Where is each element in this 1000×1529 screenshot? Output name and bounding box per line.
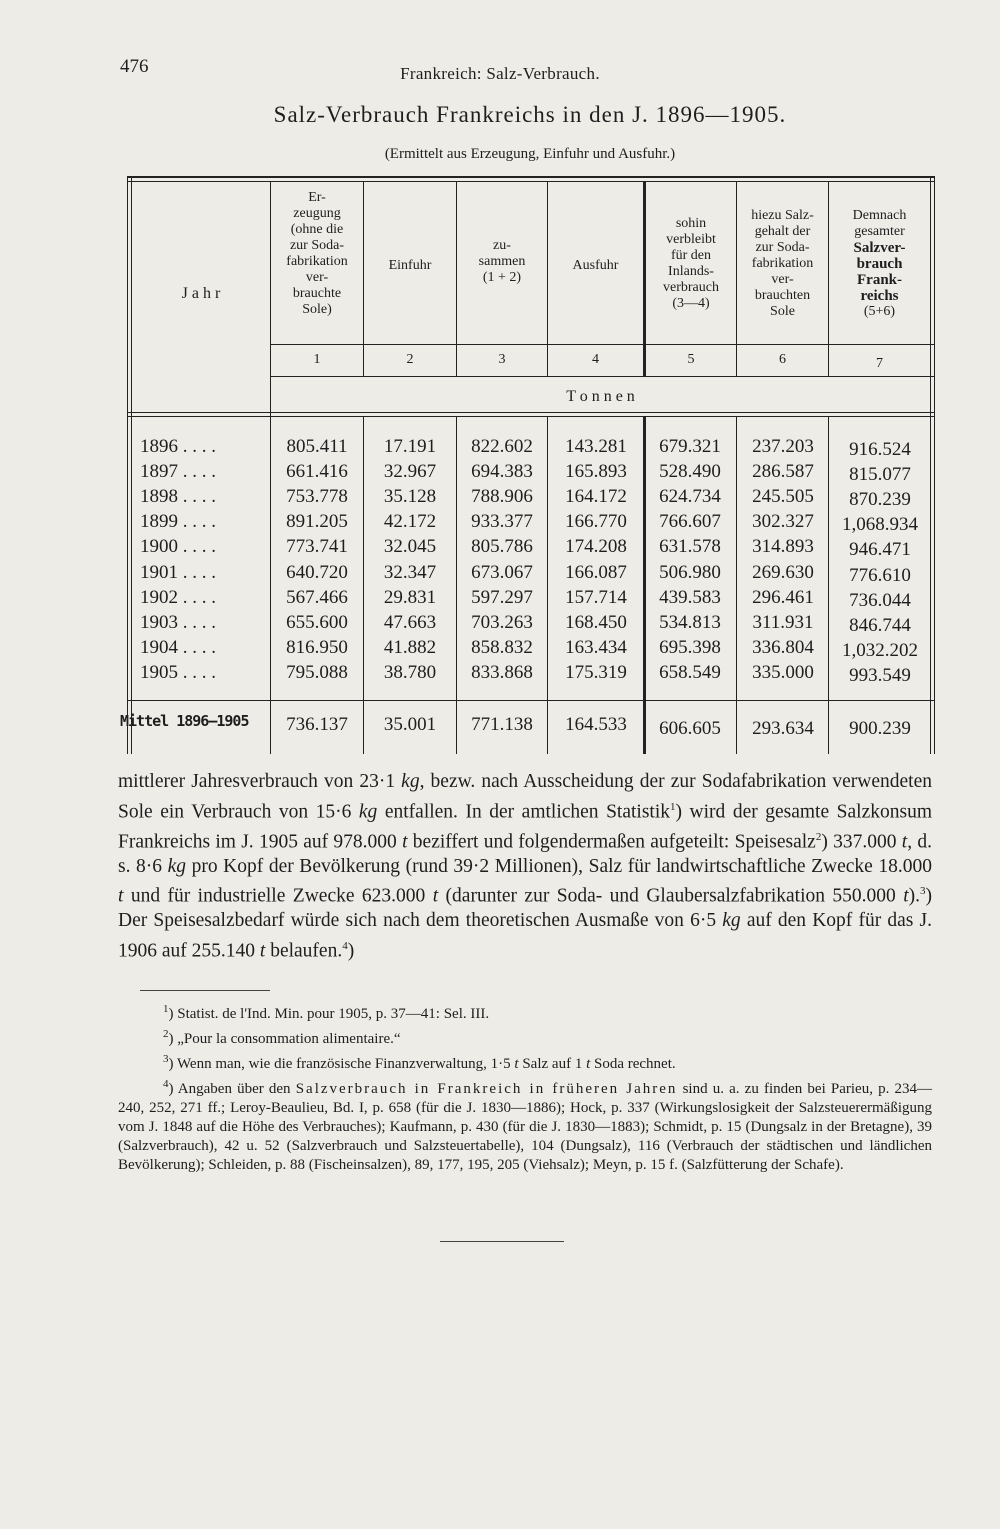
footnote-ref: 4 bbox=[342, 939, 348, 952]
row-year: 1897 . . . . bbox=[140, 461, 216, 483]
table-top-rule-thin bbox=[127, 181, 934, 182]
table-cell: 833.868 bbox=[471, 661, 533, 683]
body-paragraph-text bbox=[118, 770, 932, 964]
unit-italic: kg bbox=[167, 855, 187, 877]
text-run: (darunter zur Soda- und Glaubersalzfabrikation 550.000 bbox=[438, 885, 904, 907]
header-production: Er- zeugung (ohne die zur Soda- fabrikation ver- brauchte Sole) bbox=[286, 190, 348, 317]
table-subtitle: (Ermittelt aus Erzeugung, Einfuhr und Ausfuhr.) bbox=[384, 146, 676, 162]
footnote-4-spaced: Salzverbrauch in Frankreich in früheren Jahren bbox=[295, 1081, 678, 1097]
table-cell: 302.327 bbox=[752, 511, 814, 533]
footnote-ref: 1 bbox=[670, 800, 676, 813]
mean-cell: 606.605 bbox=[659, 718, 721, 739]
year-column-header: J a h r bbox=[181, 285, 221, 302]
header-total-consumption bbox=[829, 208, 930, 320]
table-cell: 766.607 bbox=[659, 511, 721, 533]
table-cell: 805.411 bbox=[286, 436, 348, 457]
col-rule-2a bbox=[363, 182, 364, 376]
row-year: 1900 . . . . bbox=[140, 536, 216, 558]
text-run: pro Kopf der Bevölkerung (rund 39·2 Millionen), Salz für landwirtschaftliche Zwecke 18.000 bbox=[186, 855, 932, 877]
header-total-consumption-line2: (5+6) bbox=[863, 304, 896, 319]
footnote-ref: 3 bbox=[920, 885, 926, 897]
table-cell: 237.203 bbox=[752, 436, 814, 457]
footnote-2-mark: 2 bbox=[163, 1028, 169, 1040]
mean-divider bbox=[127, 700, 934, 701]
table-cell: 296.461 bbox=[752, 586, 814, 608]
table-cell: 29.831 bbox=[383, 586, 437, 608]
row-year: 1902 . . . . bbox=[140, 586, 216, 608]
footnote-3-text-b: Salz auf 1 bbox=[518, 1056, 587, 1072]
table-cell: 870.239 bbox=[849, 489, 911, 511]
row-year: 1896 . . . . bbox=[140, 436, 216, 457]
table-cell: 528.490 bbox=[659, 461, 721, 483]
table-cell: 773.741 bbox=[286, 536, 348, 558]
table-cell: 640.720 bbox=[286, 561, 348, 583]
colnum-5: 5 bbox=[687, 352, 695, 367]
body-paragraph bbox=[118, 770, 932, 964]
table-cell: 245.505 bbox=[752, 486, 814, 508]
colnum-4: 4 bbox=[592, 352, 599, 367]
header-total-consumption-line1: Demnach gesamter bbox=[852, 208, 907, 239]
table-cell: 35.128 bbox=[383, 486, 437, 508]
table-cell: 41.882 bbox=[383, 636, 437, 658]
table-cell: 993.549 bbox=[849, 664, 911, 686]
table-cell: 567.466 bbox=[286, 586, 348, 608]
table-cell: 776.610 bbox=[849, 564, 911, 586]
table-cell: 624.734 bbox=[659, 486, 721, 508]
text-run: mittlerer Jahresverbrauch von 23·1 bbox=[118, 771, 402, 792]
header-export: Ausfuhr bbox=[572, 258, 619, 273]
unit-label: T o n n e n bbox=[566, 388, 635, 405]
footnote-3-mark: 3 bbox=[163, 1053, 169, 1065]
table-cell: 32.045 bbox=[383, 536, 437, 558]
table-cell: 822.602 bbox=[471, 436, 533, 457]
colnum-1: 1 bbox=[313, 352, 321, 367]
table-cell: 32.967 bbox=[383, 461, 437, 483]
table-cell: 166.770 bbox=[565, 511, 627, 533]
unit-italic: kg bbox=[401, 771, 420, 792]
colnum-divider bbox=[270, 376, 934, 377]
table-cell: 286.587 bbox=[752, 461, 814, 483]
mean-cell: 771.138 bbox=[471, 714, 533, 735]
table-top-rule bbox=[127, 176, 934, 178]
table-cell: 815.077 bbox=[849, 464, 911, 486]
table-cell: 165.893 bbox=[565, 461, 627, 483]
table-cell: 661.416 bbox=[286, 461, 348, 483]
header-import: Einfuhr bbox=[388, 258, 432, 273]
table-cell: 38.780 bbox=[383, 661, 437, 683]
row-year: 1904 . . . . bbox=[140, 636, 216, 658]
table-cell: 694.383 bbox=[471, 461, 533, 483]
header-total: zu- sammen (1 + 2) bbox=[478, 238, 526, 285]
unit-italic: kg bbox=[722, 910, 741, 931]
table-cell: 655.600 bbox=[286, 611, 348, 633]
table-cell: 788.906 bbox=[471, 486, 533, 508]
footnote-separator bbox=[140, 990, 270, 991]
unit-italic: t bbox=[118, 885, 124, 907]
running-head: Frankreich: Salz-Verbrauch. bbox=[400, 64, 600, 83]
footnote-2-text: ) „Pour la consommation alimentaire.“ bbox=[168, 1031, 401, 1047]
table-cell: 805.786 bbox=[471, 536, 533, 558]
footnote-3-unit-1: t bbox=[514, 1056, 519, 1072]
end-rule bbox=[440, 1241, 564, 1242]
table-cell: 946.471 bbox=[849, 539, 911, 561]
table-cell: 597.297 bbox=[471, 586, 533, 608]
footnote-3-unit-2: t bbox=[586, 1056, 591, 1072]
mean-row-label: Mittel 1896—1905 bbox=[120, 712, 249, 730]
table-cell: 933.377 bbox=[471, 511, 533, 533]
footnote-4-text-b: sind u. a. zu finden bei Parieu, p. 234—240, 252, 271 ff.; Leroy-Beaulieu, Bd. I, p. 658 (für die J. 1830—1886); Hock, p. 337 (Wirkungslosigkeit der Salzsteuerermäßigung vom J. 1848 auf die Höhe des Verbrauches); Kaufmann, p. 430 (für die J. 1830—1883); Schmidt, p. 15 (Dungsalz in der Bretagne), 39 (Salzverbrauch), 42 u. 52 (Salzverbrauch und Salzsteuertabelle), 104 (Dungsalz), 116 (Verbrauch der städtischen und ländlichen Bevölkerung); Schleiden, p. 88 (Fischeinsalzen), 89, 177, 195, 205 (Viehsalz); Meyn, p. 15 f. (Salzfütterung der Schafe). bbox=[118, 1081, 932, 1173]
footnote-ref: 2 bbox=[815, 830, 822, 843]
footnote-4-text-a: ) Angaben über den bbox=[168, 1081, 296, 1097]
table-cell: 1,068.934 bbox=[842, 514, 918, 536]
table-cell: 679.321 bbox=[659, 436, 721, 457]
table-right-edge bbox=[930, 176, 931, 754]
table-cell: 695.398 bbox=[659, 636, 721, 658]
colnum-2: 2 bbox=[406, 352, 414, 367]
header-bottom-rule bbox=[127, 412, 934, 413]
page-number: 476 bbox=[120, 56, 149, 77]
row-year: 1901 . . . . bbox=[140, 561, 216, 583]
header-total-consumption-bold: Salzver- brauch Frank- reichs bbox=[853, 240, 906, 304]
table-cell: 753.778 bbox=[286, 486, 348, 508]
table-cell: 916.524 bbox=[849, 439, 911, 460]
table-cell: 168.450 bbox=[565, 611, 627, 633]
mean-cell: 35.001 bbox=[383, 714, 437, 735]
table-cell: 816.950 bbox=[286, 636, 348, 658]
table-cell: 269.630 bbox=[752, 561, 814, 583]
colnum-3: 3 bbox=[498, 352, 506, 367]
table-cell: 658.549 bbox=[659, 661, 721, 683]
text-run: ) 337.000 bbox=[821, 831, 902, 852]
text-run: ) Der Speisesalzbedarf würde sich nach dem theoretischen Ausmaße von 6·5 bbox=[118, 885, 932, 931]
table-cell: 17.191 bbox=[383, 436, 437, 457]
table-cell: 1,032.202 bbox=[842, 639, 918, 661]
header-bottom-rule-thin bbox=[127, 416, 934, 417]
table-cell: 157.714 bbox=[565, 586, 627, 608]
footnote-1-text: ) Statist. de l'Ind. Min. pour 1905, p. 37—41: Sel. III. bbox=[168, 1006, 490, 1022]
footnote-1 bbox=[118, 1000, 932, 1024]
table-right-edge-outer bbox=[934, 176, 935, 754]
text-run: auf den Kopf für das J. 1906 auf 255.140 bbox=[118, 910, 932, 961]
text-run: entfallen. In der amtlichen Statistik bbox=[377, 801, 671, 822]
unit-italic: t bbox=[259, 940, 266, 961]
mean-cell: 164.533 bbox=[565, 714, 627, 735]
footnote-4 bbox=[118, 1075, 932, 1175]
text-run: ) bbox=[347, 940, 355, 961]
table-cell: 174.208 bbox=[565, 536, 627, 558]
footnote-3-text-c: Soda rechnet. bbox=[590, 1056, 676, 1072]
row-year: 1903 . . . . bbox=[140, 611, 216, 633]
mean-cell: 293.634 bbox=[752, 718, 814, 739]
text-run: ). bbox=[908, 885, 920, 907]
table-cell: 673.067 bbox=[471, 561, 533, 583]
table-title: Salz-Verbrauch Frankreichs in den J. 1896—1905. bbox=[273, 102, 787, 127]
header-divider bbox=[270, 344, 934, 345]
table-cell: 858.832 bbox=[471, 636, 533, 658]
table-cell: 534.813 bbox=[659, 611, 721, 633]
table-left-edge bbox=[127, 176, 128, 754]
table-cell: 163.434 bbox=[565, 636, 627, 658]
footnote-3 bbox=[118, 1050, 932, 1074]
table-cell: 891.205 bbox=[286, 511, 348, 533]
table-cell: 314.893 bbox=[752, 536, 814, 558]
footnotes bbox=[118, 1000, 932, 1176]
unit-italic: t bbox=[903, 885, 909, 907]
table-cell: 164.172 bbox=[565, 486, 627, 508]
unit-italic: t bbox=[402, 831, 408, 852]
text-run: , bezw. nach Ausscheidung der zur Sodafabrikation verwendeten Sole ein Verbrauch von 15·6 bbox=[118, 771, 932, 822]
table-cell: 335.000 bbox=[752, 661, 814, 683]
table-cell: 47.663 bbox=[383, 611, 437, 633]
mean-cell: 736.137 bbox=[286, 714, 348, 735]
table-left-edge-inner bbox=[131, 176, 132, 754]
table-cell: 175.319 bbox=[565, 661, 627, 683]
footnote-1-mark: 1 bbox=[163, 1003, 169, 1015]
table-cell: 311.931 bbox=[752, 611, 814, 633]
unit-italic: t bbox=[901, 831, 908, 852]
table-cell: 846.744 bbox=[849, 614, 911, 636]
table-cell: 631.578 bbox=[659, 536, 721, 558]
col-rule-4a bbox=[547, 182, 548, 376]
footnote-2 bbox=[118, 1025, 932, 1049]
footnote-4-mark: 4 bbox=[163, 1078, 169, 1090]
mean-cell: 900.239 bbox=[849, 718, 911, 739]
table-cell: 703.263 bbox=[471, 611, 533, 633]
header-domestic-consumption: sohin verbleibt für den Inlands- verbrauch (3—4) bbox=[663, 216, 719, 311]
table-cell: 736.044 bbox=[849, 589, 911, 611]
row-year: 1905 . . . . bbox=[140, 661, 216, 683]
table-cell: 143.281 bbox=[565, 436, 627, 457]
table-cell: 42.172 bbox=[383, 511, 437, 533]
table-cell: 32.347 bbox=[383, 561, 437, 583]
footnote-3-text-a: ) Wenn man, wie die französische Finanzverwaltung, 1·5 bbox=[168, 1056, 515, 1072]
text-run: belaufen. bbox=[265, 940, 343, 961]
text-run: ) wird der gesamte Salzkonsum Frankreichs im J. 1905 auf 978.000 bbox=[118, 801, 932, 852]
text-run: beziffert und folgendermaßen aufgeteilt: Speisesalz bbox=[407, 831, 816, 852]
unit-italic: kg bbox=[358, 801, 378, 822]
row-year: 1899 . . . . bbox=[140, 511, 216, 533]
row-year: 1898 . . . . bbox=[140, 486, 216, 508]
colnum-6: 6 bbox=[779, 352, 786, 367]
unit-italic: t bbox=[432, 885, 439, 907]
table-cell: 166.087 bbox=[565, 561, 627, 583]
colnum-7: 7 bbox=[876, 356, 883, 371]
header-brine-salt-content: hiezu Salz- gehalt der zur Soda- fabrikation ver- brauchten Sole bbox=[751, 208, 814, 319]
table-cell: 439.583 bbox=[659, 586, 721, 608]
table-cell: 506.980 bbox=[659, 561, 721, 583]
text-run: , d. s. 8·6 bbox=[118, 831, 933, 877]
table-cell: 336.804 bbox=[752, 636, 814, 658]
text-run: und für industrielle Zwecke 623.000 bbox=[123, 885, 433, 907]
table-cell: 795.088 bbox=[286, 661, 348, 683]
